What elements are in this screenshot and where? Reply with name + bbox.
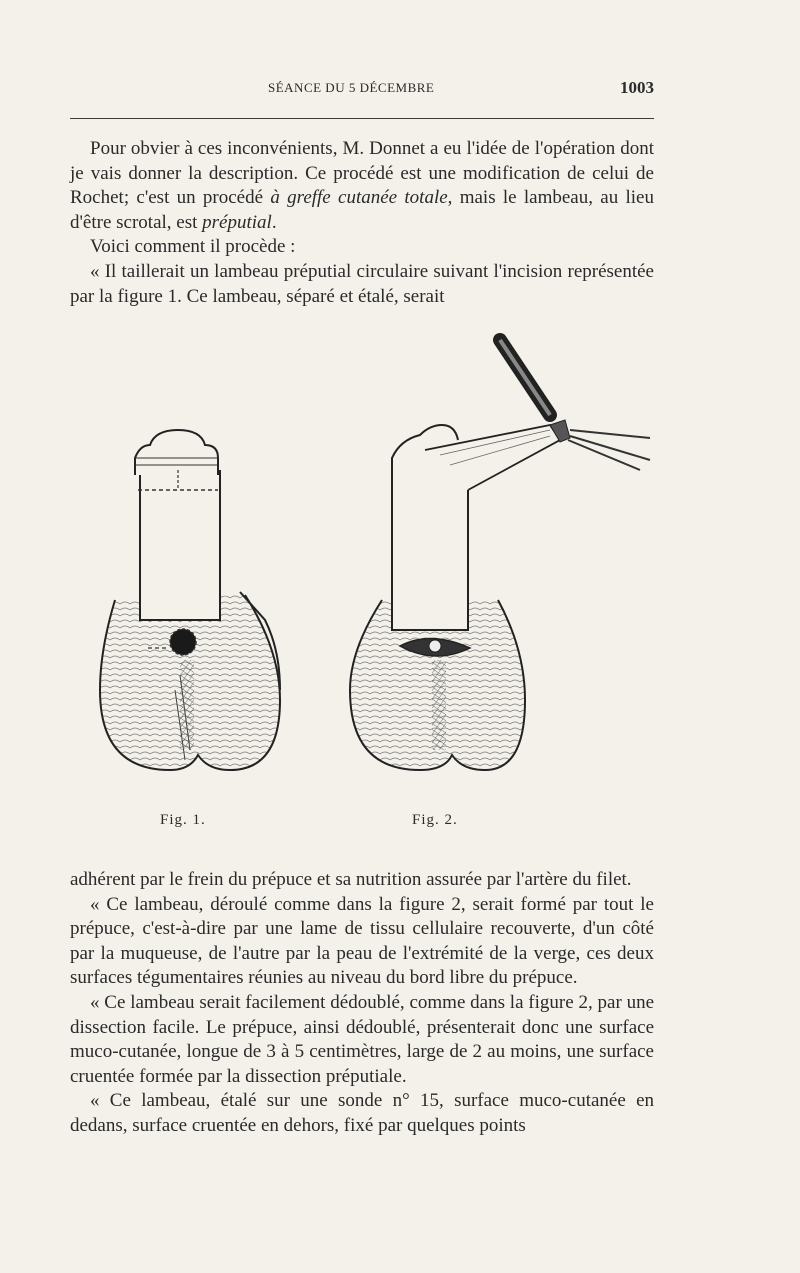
paragraph: Pour obvier à ces inconvénients, M. Donnet a eu l'idée de l'opération dont je vais donner la description. Ce procédé est une modification de celui de Rochet; c'est un procédé à greffe cutanée totale, mais le lambeau, au lieu d'être scrotal, est préputial. (70, 138, 654, 233)
italic-phrase: préputial (202, 211, 272, 233)
italic-phrase: à greffe cutanée totale (270, 187, 448, 209)
body-text-bottom (70, 868, 654, 1139)
body-text-top (70, 137, 654, 309)
figure-2-caption: Fig. 2. (412, 812, 458, 828)
page-header (70, 78, 654, 102)
header-rule (70, 118, 654, 119)
figure-2-drawing (350, 340, 650, 770)
paragraph: « Ce lambeau serait facilement dédoublé, comme dans la figure 2, par une dissection facile. Le prépuce, ainsi dédoublé, présenterait donc une surface muco-cutanée, longue de 3 à 5 centimètres, large de 2 au moins, une surface cruentée formée par la dissection préputiale. (70, 991, 654, 1087)
anatomical-illustration (80, 330, 660, 800)
figure-1-caption: Fig. 1. (160, 812, 206, 828)
page-number: 1003 (620, 78, 654, 97)
paragraph: « Il taillerait un lambeau préputial circulaire suivant l'incision représentée par la figure 1. Ce lambeau, séparé et étalé, serait (70, 260, 654, 307)
paragraph: « Ce lambeau, déroulé comme dans la figure 2, serait formé par tout le prépuce, c'est-à-dire par une lame de tissu cellulaire recouverte, d'un côté par la muqueuse, de l'autre par la peau de l'extrémité de la verge, ces deux surfaces tégumentaires réunies au niveau du bord libre du prépuce. (70, 893, 654, 989)
paragraph: adhérent par le frein du prépuce et sa nutrition assurée par l'artère du filet. (70, 869, 632, 890)
running-title: SÉANCE DU 5 DÉCEMBRE (268, 80, 435, 95)
paragraph: « Ce lambeau, étalé sur une sonde n° 15, surface muco-cutanée en dedans, surface cruentée en dehors, fixé par quelques points (70, 1090, 654, 1136)
figure-1-drawing (100, 430, 280, 770)
paragraph: Voici comment il procède : (90, 236, 296, 258)
